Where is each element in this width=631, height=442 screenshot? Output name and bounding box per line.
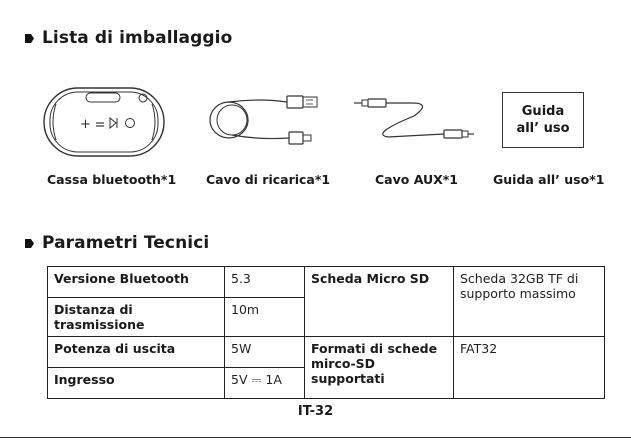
spec-value: 5.3 — [225, 267, 305, 298]
table-row — [48, 267, 605, 298]
section-title: Lista di imballaggio — [42, 28, 233, 48]
bullet-icon — [24, 33, 35, 44]
item-caption-aux-cable: Cavo AUX*1 — [375, 172, 459, 187]
spec-label: Potenza di uscita — [48, 337, 225, 368]
charging-cable-illustration — [205, 90, 325, 152]
speaker-plus-label: + — [80, 117, 91, 132]
spec-value: 5V ⎓ 1A — [225, 368, 305, 399]
spec-label: Versione Bluetooth — [48, 267, 225, 298]
section-heading-params — [24, 233, 209, 253]
footer-divider — [0, 437, 631, 438]
spec-value: 10m — [225, 298, 305, 337]
aux-cable-illustration — [352, 92, 476, 148]
guide-box-line2: all’ uso — [516, 121, 570, 136]
section-heading-packing — [24, 28, 232, 48]
spec-value: Scheda 32GB TF di supporto massimo — [454, 267, 605, 337]
guide-box-line1: Guida — [521, 104, 565, 119]
spec-value: 5W — [225, 337, 305, 368]
spec-label: Ingresso — [48, 368, 225, 399]
table-row — [48, 337, 605, 368]
specs-table — [47, 266, 605, 399]
item-caption-speaker: Cassa bluetooth*1 — [47, 172, 177, 187]
spec-label: Distanza di trasmissione — [48, 298, 225, 337]
item-caption-user-guide: Guida all’ uso*1 — [493, 172, 605, 187]
spec-label: Formati di schede mirco-SD supportati — [305, 337, 454, 399]
page-number: IT-32 — [297, 404, 334, 419]
speaker-illustration — [42, 86, 166, 158]
spec-label: Scheda Micro SD — [305, 267, 454, 337]
spec-value: FAT32 — [454, 337, 605, 399]
bullet-icon — [24, 238, 35, 249]
section-title: Parametri Tecnici — [42, 233, 210, 253]
item-caption-charging-cable: Cavo di ricarica*1 — [206, 172, 331, 187]
user-guide-illustration — [502, 92, 584, 148]
